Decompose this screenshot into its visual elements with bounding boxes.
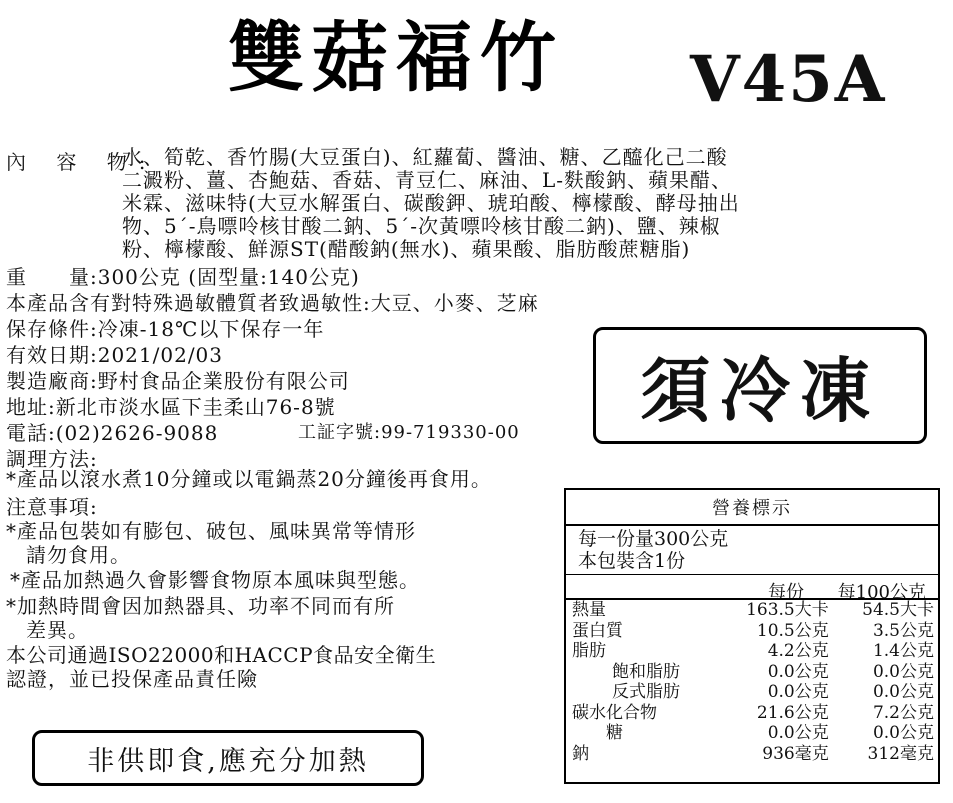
nutrient-name: 鈉 xyxy=(572,743,589,764)
note-line: *產品包裝如有膨包、破包、風味異常等情形 xyxy=(6,519,416,543)
not-ready-to-eat-stamp: 非供即食,應充分加熱 xyxy=(32,730,424,786)
weight-line: 重 量:300公克 (固型量:140公克) xyxy=(6,265,360,289)
nutrition-row xyxy=(572,723,934,744)
allergen-line: 本產品含有對特殊過敏體質者致過敏性:大豆、小麥、芝麻 xyxy=(6,291,539,315)
per-100g-value: 0.0公克 xyxy=(872,682,934,702)
per-100g-value: 0.0公克 xyxy=(872,661,934,682)
per-serving-value: 10.5公克 xyxy=(756,620,829,641)
product-code: V45A xyxy=(690,42,887,117)
storage-line: 保存條件:冷凍-18℃以下保存一年 xyxy=(6,317,325,341)
manufacturer-line: 製造廠商:野村食品企業股份有限公司 xyxy=(6,369,350,393)
per-serving-value: 0.0公克 xyxy=(767,661,829,682)
nutrient-name: 反式脂肪 xyxy=(612,682,680,702)
divider xyxy=(566,574,938,576)
notes-title: 注意事項: xyxy=(6,495,98,519)
nutrient-name: 熱量 xyxy=(572,600,606,620)
ingredients-line: 粉、檸檬酸、鮮源ST(醋酸鈉(無水)、蘋果酸、脂肪酸蔗糖脂) xyxy=(122,237,691,261)
nutrition-row xyxy=(572,621,934,642)
certification-line: 本公司通過ISO22000和HACCP食品安全衛生 xyxy=(6,643,437,667)
per-serving-value: 0.0公克 xyxy=(767,723,829,743)
per-serving-value: 936毫克 xyxy=(762,743,829,764)
nutrition-facts-panel xyxy=(564,488,940,784)
nutrition-title: 營養標示 xyxy=(566,490,938,526)
per-100g-value: 1.4公克 xyxy=(872,641,934,661)
cooking-text: *產品以滾水煮10分鐘或以電鍋蒸20分鐘後再食用。 xyxy=(6,467,492,491)
per-100g-value: 0.0公克 xyxy=(872,723,934,743)
per-100g-value: 54.5大卡 xyxy=(862,600,934,620)
product-name: 雙菇福竹 xyxy=(228,13,564,102)
cooking-title: 調理方法: xyxy=(6,447,98,471)
nutrient-name: 糖 xyxy=(606,723,623,743)
nutrient-name: 脂肪 xyxy=(572,641,606,661)
ingredients-label: 內 容 物: xyxy=(6,150,158,174)
serving-size: 每一份量300公克 xyxy=(578,528,729,550)
per-serving-value: 21.6公克 xyxy=(756,702,829,723)
nutrition-row xyxy=(572,703,934,724)
nutrition-row xyxy=(572,641,934,662)
ingredients-line: 物、5ˊ-鳥嘌呤核甘酸二鈉、5ˊ-次黃嘌呤核甘酸二鈉)、鹽、辣椒 xyxy=(122,214,721,238)
ingredients-line: 米霖、滋味特(大豆水解蛋白、碳酸鉀、琥珀酸、檸檬酸、酵母抽出 xyxy=(122,191,740,215)
phone-line: 電話:(02)2626-9088 xyxy=(6,421,219,445)
per-serving-value: 0.0公克 xyxy=(767,682,829,702)
note-line: *產品加熱過久會影響食物原本風味與型態。 xyxy=(10,568,420,592)
nutrition-row xyxy=(572,744,934,765)
ingredients-line: 水、筍乾、香竹腸(大豆蛋白)、紅蘿蔔、醬油、糖、乙醯化己二酸 xyxy=(122,145,728,169)
ingredients-text xyxy=(122,146,942,261)
nutrient-name: 蛋白質 xyxy=(572,620,623,641)
ingredients-line: 二澱粉、薑、杏鮑菇、香菇、青豆仁、麻油、L-麩酸鈉、蘋果醋、 xyxy=(122,168,733,192)
nutrition-table xyxy=(572,600,934,764)
per-100g-value: 3.5公克 xyxy=(872,620,934,641)
certification-line: 認證，並已投保產品責任險 xyxy=(6,667,258,691)
column-header-per-100g: 每100公克 xyxy=(837,582,926,603)
nutrient-name: 飽和脂肪 xyxy=(612,661,680,682)
keep-frozen-stamp: 須冷凍 xyxy=(593,327,927,444)
note-line: *加熱時間會因加熱器具、功率不同而有所 xyxy=(6,594,395,618)
per-serving-value: 163.5大卡 xyxy=(746,600,829,620)
column-header-per-serving: 每份 xyxy=(768,582,804,603)
per-100g-value: 7.2公克 xyxy=(872,702,934,723)
serving-info xyxy=(578,528,728,572)
address-line: 地址:新北市淡水區下圭柔山76-8號 xyxy=(6,395,336,419)
nutrition-row xyxy=(572,600,934,621)
factory-reg-line: 工証字號:99-719330-00 xyxy=(298,422,520,443)
note-line: 請勿食用。 xyxy=(26,543,131,567)
per-100g-value: 312毫克 xyxy=(867,743,934,764)
note-line: 差異。 xyxy=(26,618,89,642)
nutrition-row xyxy=(572,662,934,683)
per-serving-value: 4.2公克 xyxy=(767,641,829,661)
nutrient-name: 碳水化合物 xyxy=(572,702,657,723)
nutrition-row xyxy=(572,682,934,703)
servings-per-package: 本包裝含1份 xyxy=(578,550,686,572)
expiry-line: 有效日期:2021/02/03 xyxy=(6,343,224,367)
